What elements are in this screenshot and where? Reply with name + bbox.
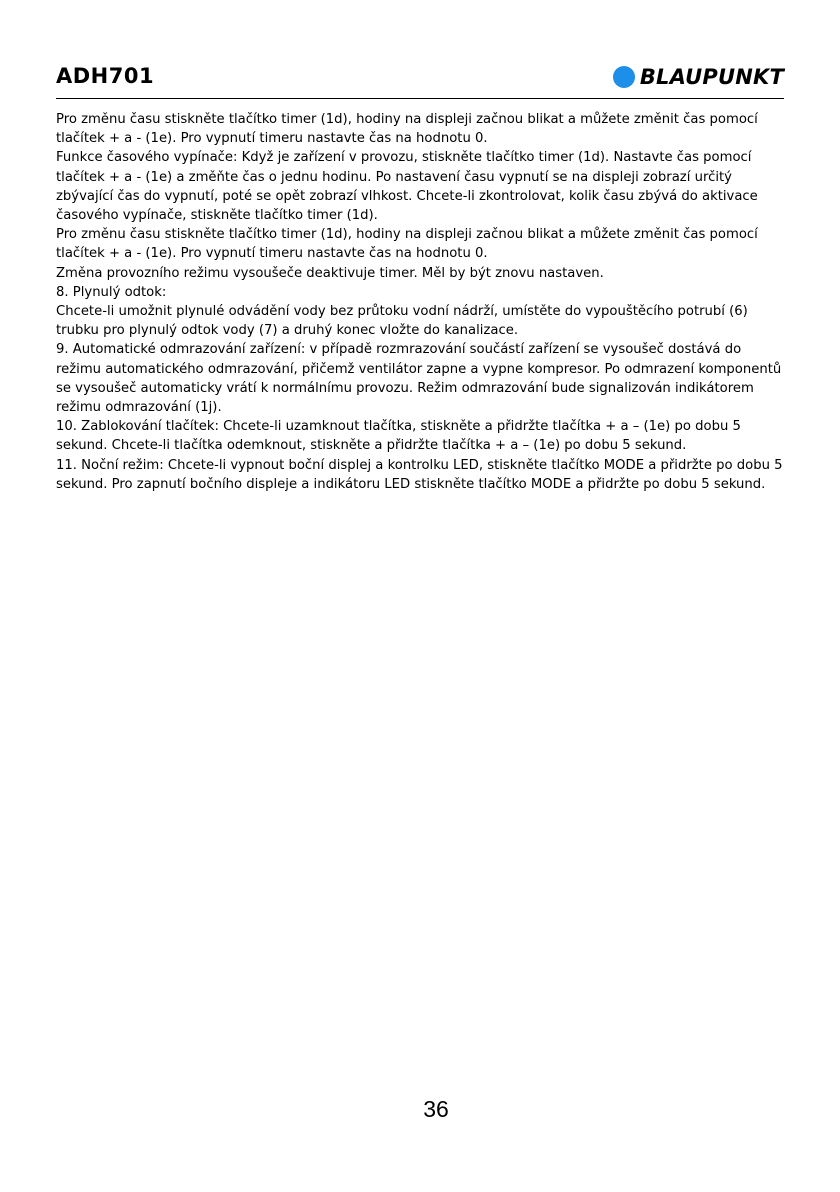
- paragraph-continuous-drain: Chcete-li umožnit plynulé odvádění vody bez průtoku vodní nádrží, umístěte do vypouštěcího potrubí (6) trubku pro plynulý odtok vody (7) a druhý konec vložte do kanalizace.: [56, 304, 748, 339]
- paragraph-night-mode: 11. Noční režim: Chcete-li vypnout boční displej a kontrolku LED, stiskněte tlačítko MODE a přidržte po dobu 5 sekund. Pro zapnutí bočního displeje a indikátoru LED stiskněte tlačítko MODE a přidržte po dobu 5 sekund.: [56, 457, 783, 492]
- section-heading-continuous-drain: 8. Plynulý odtok:: [56, 284, 167, 300]
- paragraph-auto-defrost: 9. Automatické odmrazování zařízení: v případě rozmrazování součástí zařízení se vysoušeč dostává do režimu automatického odmrazování, přičemž ventilátor zapne a vypne kompresor. Po odmrazení komponentů se vysoušeč automaticky vrátí k normálnímu provozu. Režim odmrazování bude signalizován indikátorem režimu odmrazování (1j).: [56, 342, 782, 416]
- blue-dot-icon: [613, 66, 635, 88]
- brand-name: BLAUPUNKT: [639, 65, 784, 89]
- page-header: [56, 62, 784, 99]
- paragraph-sleep-timer: Funkce časového vypínače: Když je zařízení v provozu, stiskněte tlačítko timer (1d). Nastavte čas pomocí tlačítek + a - (1e) a změňte čas o jednu hodinu. Po nastavení času vypnutí se na displeji zobrazí určitý zbývající čas do vypnutí, poté se opět zobrazí vlhkost. Chcete-li zkontrolovat, kolik času zbývá do aktivace časového vypínače, stiskněte tlačítko timer (1d).: [56, 150, 758, 224]
- page-number: 36: [423, 1096, 449, 1122]
- brand-logo: [613, 64, 784, 90]
- paragraph-timer-change: Pro změnu času stiskněte tlačítko timer (1d), hodiny na displeji začnou blikat a můžete změnit čas pomocí tlačítek + a - (1e). Pro vypnutí timeru nastavte čas na hodnotu 0.: [56, 112, 758, 147]
- paragraph-mode-change: Změna provozního režimu vysoušeče deaktivuje timer. Měl by být znovu nastaven.: [56, 265, 604, 281]
- manual-text: [56, 110, 786, 494]
- paragraph-key-lock: 10. Zablokování tlačítek: Chcete-li uzamknout tlačítka, stiskněte a přidržte tlačítka + a – (1e) po dobu 5 sekund. Chcete-li tlačítka odemknout, stiskněte a přidržte tlačítka + a – (1e) po dobu 5 sekund.: [56, 419, 741, 454]
- model-name: ADH701: [56, 64, 155, 88]
- paragraph-timer-change-repeat: Pro změnu času stiskněte tlačítko timer (1d), hodiny na displeji začnou blikat a můžete změnit čas pomocí tlačítek + a - (1e). Pro vypnutí timeru nastavte čas na hodnotu 0.: [56, 227, 758, 262]
